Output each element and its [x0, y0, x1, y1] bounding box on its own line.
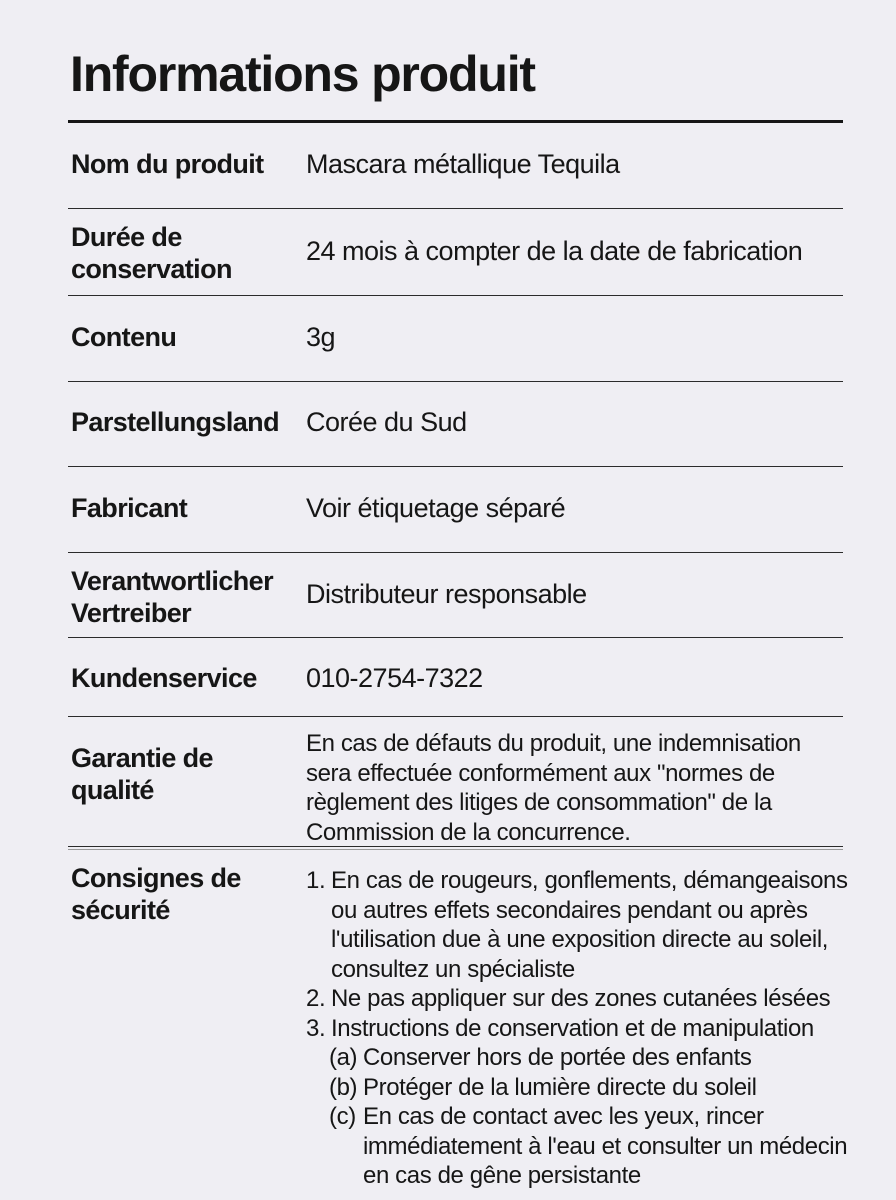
label-line: qualité: [71, 775, 154, 805]
list-number: 1.: [306, 867, 326, 894]
list-number: (c): [329, 1103, 356, 1130]
list-text: Protéger de la lumière directe du soleil: [363, 1073, 757, 1101]
sub-list-item-continued: en cas de gêne persistante: [363, 1162, 641, 1189]
label-safety: [71, 862, 296, 926]
list-item-continued: l'utilisation due à une exposition directe au soleil,: [331, 926, 829, 953]
list-text: Instructions de conservation et de manipulation: [331, 1014, 814, 1042]
list-item: [306, 866, 866, 896]
list-text: Ne pas appliquer sur des zones cutanées lésées: [331, 985, 831, 1012]
list-item-continued: consultez un spécialiste: [331, 955, 575, 983]
value-contents: 3g: [306, 322, 336, 352]
sub-list-item: [306, 1073, 866, 1103]
list-text: Conserver hors de portée des enfants: [363, 1044, 752, 1071]
label-country: Parstellungsland: [71, 407, 279, 437]
row-divider: [68, 846, 843, 850]
list-number: 2.: [306, 985, 326, 1012]
label-line: conservation: [71, 254, 232, 284]
value-customer-service: 010-2754-7322: [306, 663, 483, 693]
row-divider: [68, 381, 843, 382]
list-item: [306, 1014, 866, 1044]
label-manufacturer: Fabricant: [71, 493, 188, 523]
safety-list: [306, 866, 866, 1191]
label-line: Vertreiber: [71, 598, 192, 628]
label-product-name: Nom du produit: [71, 149, 264, 179]
sub-list-item: [306, 1102, 866, 1132]
sub-list-item: [306, 1043, 866, 1073]
row-divider: [68, 295, 843, 296]
row-divider: [68, 466, 843, 467]
list-item-continued: ou autres effets secondaires pendant ou après: [331, 896, 808, 924]
label-contents: Contenu: [71, 322, 177, 352]
label-customer-service: Kundenservice: [71, 663, 257, 693]
label-line: Verantwortlicher: [71, 566, 273, 596]
value-manufacturer: Voir étiquetage séparé: [306, 493, 566, 523]
value-quality-guarantee: [306, 729, 866, 847]
value-distributor: Distributeur responsable: [306, 579, 587, 609]
value-shelf-life: 24 mois à compter de la date de fabrication: [306, 236, 803, 266]
label-line: sécurité: [71, 895, 170, 925]
row-divider: [68, 716, 843, 717]
text-line: Commission de la concurrence.: [306, 818, 631, 846]
label-line: Consignes de: [71, 863, 241, 893]
text-line: sera effectuée conformément aux "normes de: [306, 759, 775, 787]
label-line: Garantie de: [71, 743, 213, 773]
row-divider: [68, 637, 843, 638]
text-line: En cas de défauts du produit, une indemnisation: [306, 730, 801, 757]
list-number: (b): [329, 1073, 358, 1101]
list-text: En cas de rougeurs, gonflements, démangeaisons: [331, 867, 848, 894]
row-divider: [68, 208, 843, 209]
value-country: Corée du Sud: [306, 407, 467, 437]
title-divider: [68, 120, 843, 123]
list-text: En cas de contact avec les yeux, rincer: [363, 1103, 764, 1130]
label-distributor: [71, 565, 296, 629]
list-item: [306, 984, 866, 1014]
sub-list-item-continued: immédiatement à l'eau et consulter un médecin: [363, 1132, 848, 1160]
value-product-name: Mascara métallique Tequila: [306, 149, 620, 179]
page-title: Informations produit: [70, 46, 535, 102]
label-shelf-life: [71, 221, 296, 285]
label-quality-guarantee: [71, 742, 296, 806]
list-number: (a): [329, 1044, 358, 1071]
label-line: Durée de: [71, 222, 182, 252]
row-divider: [68, 552, 843, 553]
text-line: règlement des litiges de consommation" de la: [306, 789, 772, 816]
list-number: 3.: [306, 1014, 326, 1042]
